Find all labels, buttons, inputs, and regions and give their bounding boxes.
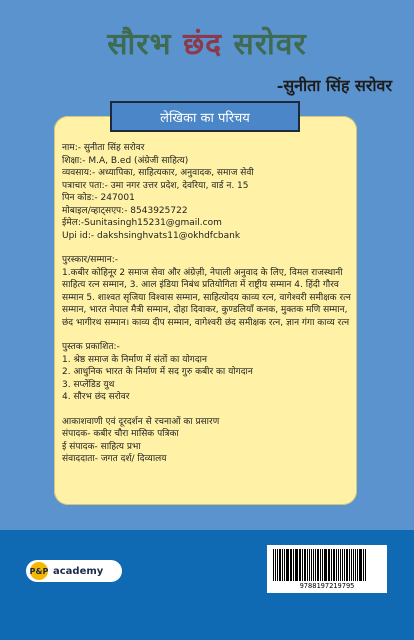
profile-occupation: व्यवसाय:- अध्यापिका, साहित्यकार, अनुवादक, समाज सेवी xyxy=(62,168,254,178)
barcode-bar xyxy=(328,549,330,581)
media-line: संवाददाता- जगत दर्श/ दिव्यालय xyxy=(62,454,167,464)
barcode-bar xyxy=(286,549,289,581)
media-line: संपादक- कबीर चौरा मासिक पत्रिका xyxy=(62,429,179,439)
barcode-bar xyxy=(293,549,294,581)
media-line: ई संपादक- साहित्य प्रभा xyxy=(62,441,141,452)
title-part-2: छंद xyxy=(183,27,223,62)
barcode-bar xyxy=(320,549,321,581)
section-header: लेखिका का परिचय xyxy=(110,101,300,132)
barcode-bar xyxy=(355,549,356,581)
barcode-bar xyxy=(322,549,323,581)
publisher-name: academy xyxy=(53,565,104,577)
title-part-3: सरोवर xyxy=(222,27,307,62)
list-item: 1. श्रेष्ठ समाज के निर्माण में संतों का योगदान xyxy=(62,354,207,365)
barcode-bar xyxy=(333,549,335,581)
barcode-bar xyxy=(324,549,327,581)
barcode-bar xyxy=(357,549,358,581)
barcode-bar xyxy=(295,549,298,581)
barcode-bar xyxy=(273,549,274,581)
awards-text: 1.कबीर कोहिनूर 2 समाज सेवा और अंग्रेज़ी, नेपाली अनुवाद के लिए, विमल राजस्थानी साहित्य रत्न सम्मान, 3. आल इंडिया निबंध प्रतियोगिता में राष्ट्रीय सम्मान 4. हिंदी गौरव सम्मान 5. शाश्वत सृजिया विश्वास सम्मान, साहित्योदय काव्य रत्न, वागेश्वरी समीक्षक रत्न सम्मान, भारत नेपाल मैत्री सम्मान, दोहा दिवाकर, कुण्डलियाँ कनक, मुक्तक मणि सम्मान, छंद भागीरथ सम्मान। काव्य दीप सम्मान, वागेश्वरी छंद समीक्षक रत्न, ज्ञान गंगा काव्य रत्न xyxy=(62,267,351,328)
profile-mobile: मोबाइल/व्हाट्सएप:- 8543925722 xyxy=(62,205,188,216)
author-name: -सुनीता सिंह सरोवर xyxy=(276,76,392,95)
book-title xyxy=(0,22,414,63)
barcode-bar xyxy=(353,549,354,581)
barcode-bar xyxy=(282,549,283,581)
barcode-bar xyxy=(284,549,285,581)
barcode-bar xyxy=(365,549,366,581)
barcode-bar xyxy=(340,549,341,581)
profile-email: ईमेल:-Sunitasingh15231@gmail.com xyxy=(62,218,222,228)
profile-upi: Upi id:- dakshsinghvats11@okhdfcbank xyxy=(62,230,241,241)
barcode-bar xyxy=(313,549,314,581)
profile-address: पत्राचार पता:- उमा नगर उत्तर प्रदेश, देवरिया, वार्ड न. 15 xyxy=(62,180,249,191)
barcode-bar xyxy=(344,549,345,581)
books-list xyxy=(62,354,352,404)
isbn-number: 9788197219795 xyxy=(299,582,355,590)
barcode-bar xyxy=(351,549,352,581)
barcode-bar xyxy=(359,549,362,581)
barcode-bar xyxy=(309,549,310,581)
barcode-bar xyxy=(349,549,350,581)
barcode-bar xyxy=(363,549,364,581)
barcode-bar xyxy=(277,549,278,581)
barcode-bar xyxy=(317,549,319,581)
barcode-bar xyxy=(346,549,348,581)
publisher-logo xyxy=(26,560,122,582)
list-item: 2. आधुनिक भारत के निर्माण में सद गुरु कबीर का योगदान xyxy=(62,367,253,377)
awards-title: पुरस्कार/सम्मान:- xyxy=(62,255,119,265)
barcode-bar xyxy=(331,549,332,581)
barcode-bar xyxy=(338,549,339,581)
barcode-bar xyxy=(307,549,308,581)
profile-education: शिक्षा:- M.A, B.ed (अंग्रेजी साहित्य) xyxy=(62,155,189,166)
author-details xyxy=(62,142,352,466)
barcode-bar xyxy=(275,549,276,581)
profile-pincode: पिन कोड:- 247001 xyxy=(62,193,135,203)
barcode-bar xyxy=(311,549,312,581)
barcode-bar xyxy=(342,549,343,581)
barcode-bar xyxy=(304,549,306,581)
barcode-bar xyxy=(315,549,316,581)
publisher-logo-mark: P&P xyxy=(30,562,48,580)
title-part-1: सौरभ xyxy=(107,27,184,62)
barcode-bar xyxy=(279,549,281,581)
profile-name: नाम:- सुनीता सिंह सरोवर xyxy=(62,143,145,153)
media-line: आकाशवाणी एवं दूरदर्शन से रचनाओं का प्रसारण xyxy=(62,416,220,427)
barcode-box xyxy=(267,545,387,593)
barcode-bar xyxy=(336,549,337,581)
barcode-bar xyxy=(290,549,292,581)
barcode-bar xyxy=(299,549,301,581)
books-title: पुस्तक प्रकाशित:- xyxy=(62,342,120,352)
list-item: 3. सप्लेंडिड युथ xyxy=(62,379,115,390)
barcode xyxy=(273,549,381,581)
barcode-bar xyxy=(302,549,303,581)
list-item: 4. सौरभ छंद सरोवर xyxy=(62,392,130,402)
